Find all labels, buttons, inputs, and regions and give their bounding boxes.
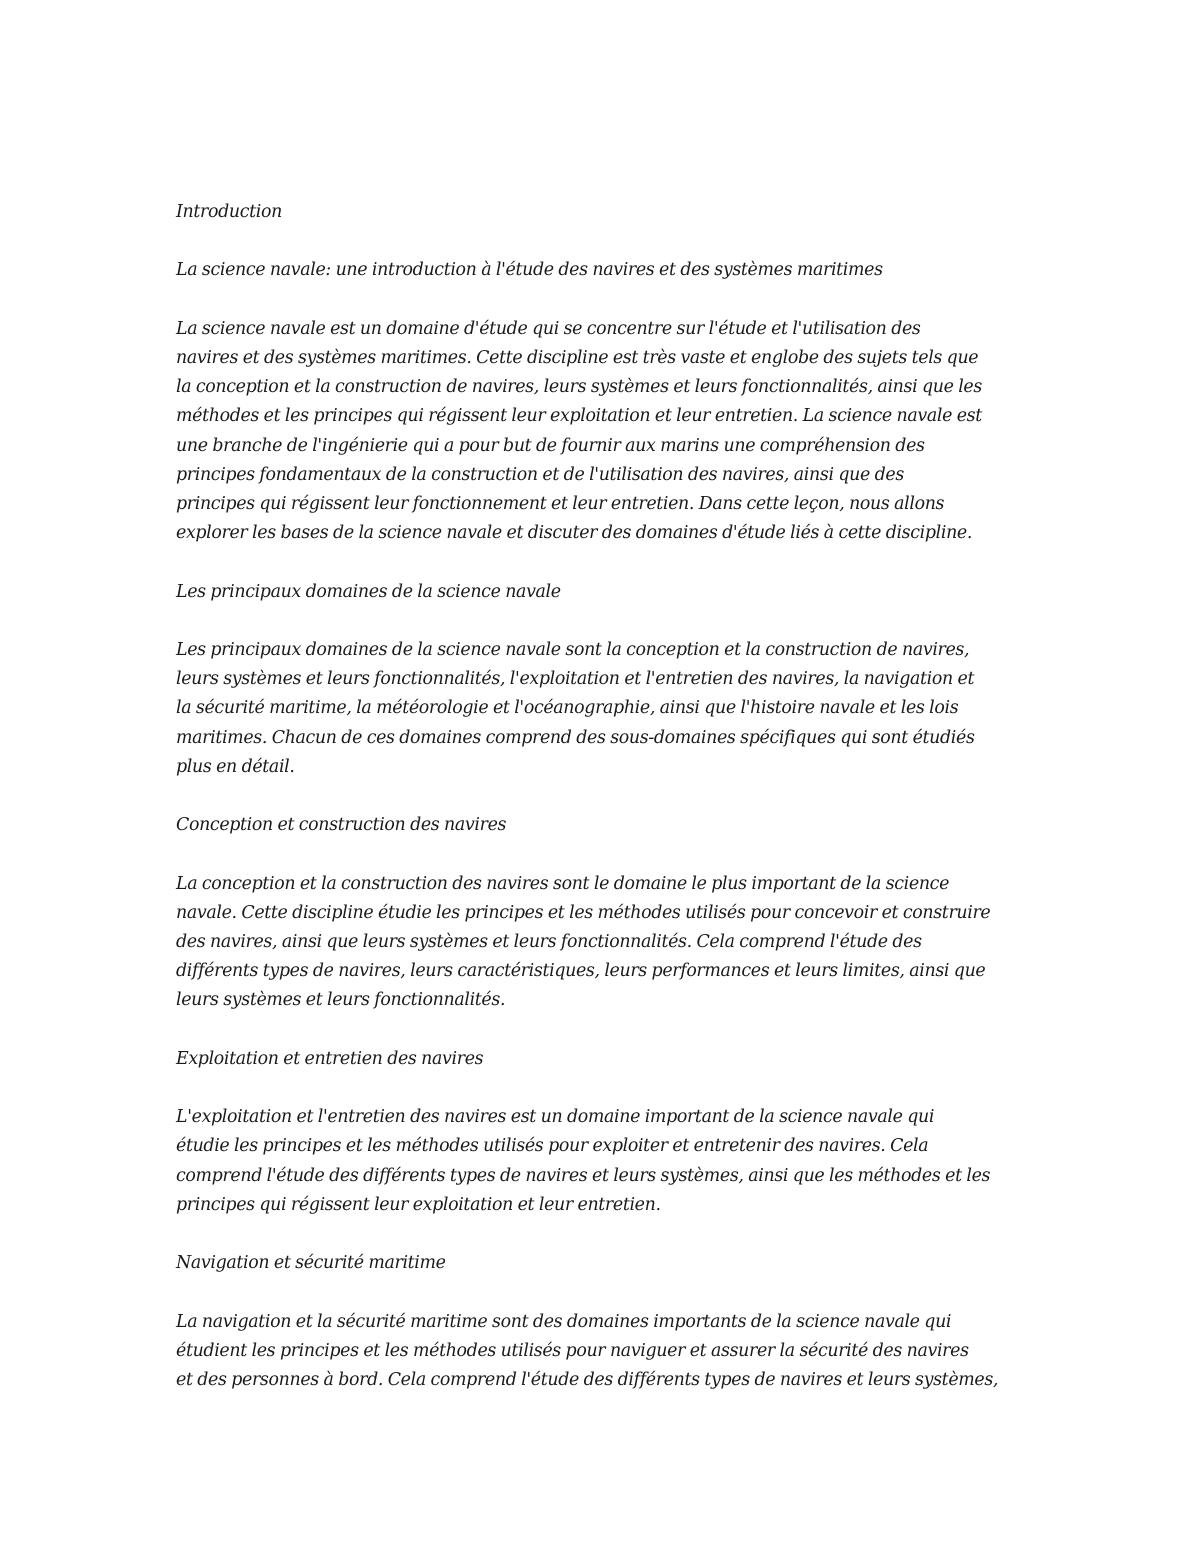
document-title: La science navale: une introduction à l'étude des navires et des systèmes maritimes <box>176 260 883 281</box>
heading-introduction: Introduction <box>176 202 282 222</box>
heading-navigation: Navigation et sécurité maritime <box>176 1253 446 1274</box>
paragraph-navigation: La navigation et la sécurité maritime sont des domaines importants de la science navale qui étudient les principes et les méthodes utilisés pour naviguer et assurer la sécurité des navires et des personnes à bord. Cela comprend l'étude des différents types de navires et leurs systèmes, <box>176 1311 999 1390</box>
heading-conception: Conception et construction des navires <box>176 815 507 836</box>
heading-exploitation: Exploitation et entretien des navires <box>176 1048 484 1069</box>
paragraph-principaux-domaines: Les principaux domaines de la science navale sont la conception et la construction de navires, leurs systèmes et leurs fonctionnalités, l'exploitation et l'entretien des navires, la navigation et la sécurité maritime, la météorologie et l'océanographie, ainsi que l'histoire navale et les lois maritimes. Chacun de ces domaines comprend des sous-domaines spécifiques qui sont étudiés plus en détail. <box>176 639 975 777</box>
document-body <box>176 198 1036 1395</box>
paragraph-exploitation: L'exploitation et l'entretien des navires est un domaine important de la science navale qui étudie les principes et les méthodes utilisés pour exploiter et entretenir des navires. Cela comprend l'étude des différents types de navires et leurs systèmes, ainsi que les méthodes et les principes qui régissent leur exploitation et leur entretien. <box>176 1107 991 1215</box>
paragraph-conception: La conception et la construction des navires sont le domaine le plus important de la science navale. Cette discipline étudie les principes et les méthodes utilisés pour concevoir et construire des navires, ainsi que leurs systèmes et leurs fonctionnalités. Cela comprend l'étude des différents types de navires, leurs caractéristiques, leurs performances et leurs limites, ainsi que leurs systèmes et leurs fonctionnalités. <box>176 873 991 1011</box>
heading-principaux-domaines: Les principaux domaines de la science navale <box>176 581 561 602</box>
paragraph-intro: La science navale est un domaine d'étude qui se concentre sur l'étude et l'utilisation des navires et des systèmes maritimes. Cette discipline est très vaste et englobe des sujets tels que la conception et la construction de navires, leurs systèmes et leurs fonctionnalités, ainsi que les méthodes et les principes qui régissent leur exploitation et leur entretien. La science navale est une branche de l'ingénierie qui a pour but de fournir aux marins une compréhension des principes fondamentaux de la construction et de l'utilisation des navires, ainsi que des principes qui régissent leur fonctionnement et leur entretien. Dans cette leçon, nous allons explorer les bases de la science navale et discuter des domaines d'étude liés à cette discipline. <box>176 318 982 544</box>
